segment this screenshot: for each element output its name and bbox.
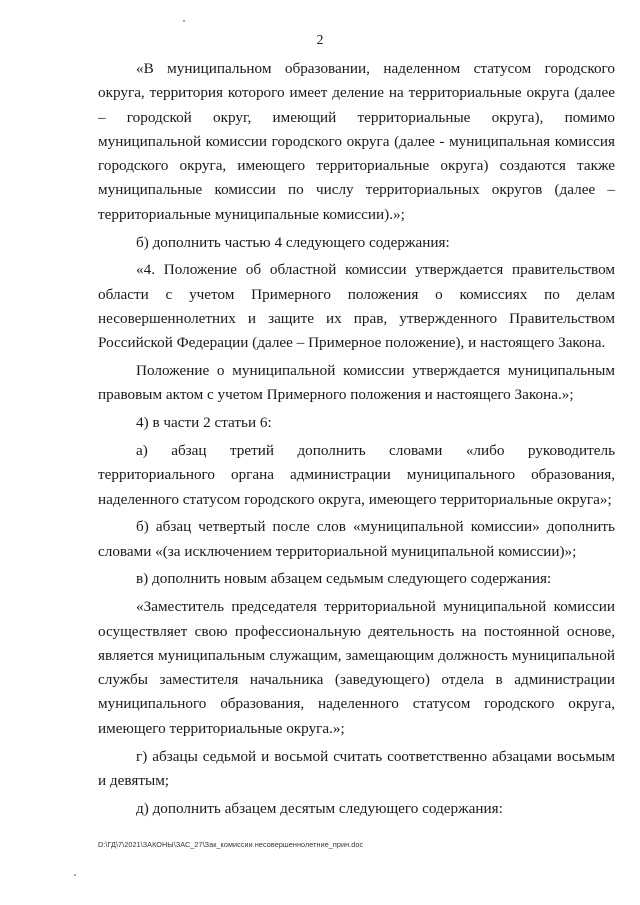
scan-speck xyxy=(74,874,76,876)
paragraph-item-b: б) абзац четвертый после слов «муниципальной комиссии» дополнить словами «(за исключением территориальной муниципальной комиссии)»; xyxy=(98,518,615,560)
document-body xyxy=(98,57,615,821)
scan-speck xyxy=(183,20,185,22)
paragraph-municipal-commission-regulation: Положение о муниципальной комиссии утверждается муниципальным правовым актом с учетом Примерного положения и настоящего Закона.»; xyxy=(98,362,615,404)
paragraph-item-a: а) абзац третий дополнить словами «либо руководитель территориального органа администрации муниципального образования, наделенного статусом городского округа, имеющего территориальные округа»; xyxy=(98,441,615,508)
paragraph-amend-part-4: б) дополнить частью 4 следующего содержания: xyxy=(136,233,450,251)
paragraph-regional-commission-regulation: «4. Положение об областной комиссии утверждается правительством области с учетом Примерного положения о комиссиях по делам несовершеннолетних и защите их прав, утвержденного Правительством Российской Федерации (далее – Примерное положение), и настоящего Закона. xyxy=(98,261,615,352)
paragraph-article-6-part-2: 4) в части 2 статьи 6: xyxy=(136,414,272,432)
paragraph-territorial-districts: «В муниципальном образовании, наделенном статусом городского округа, территория которого имеет деление на территориальные округа (далее – городской округ, имеющий территориальные округа), помимо муниципальной комиссии городского округа (далее - муниципальная комиссия городского округа, имеющего территориальные округа) создаются также муниципальные комиссии по числу территориальных округов (далее – территориальные муниципальные комиссии).»; xyxy=(98,60,615,223)
paragraph-item-v: в) дополнить новым абзацем седьмым следующего содержания: xyxy=(136,570,552,588)
paragraph-item-g: г) абзацы седьмой и восьмой считать соответственно абзацами восьмым и девятым; xyxy=(98,747,615,789)
footer-file-path: D:\ГД\7\2021\ЗАКОНЫ\ЗАС_27\Зак_комиссии несовершеннолетние_прин.doc xyxy=(98,840,364,849)
page-number: 2 xyxy=(316,33,324,48)
paragraph-deputy-chairman: «Заместитель председателя территориальной муниципальной комиссии осуществляет свою профессиональную деятельность на постоянной основе, является муниципальным служащим, замещающим должность муниципальной службы заместителя начальника (заведующего) отдела в администрации муниципального образования, наделенного статусом городского округа, имеющего территориальные округа.»; xyxy=(98,598,615,737)
paragraph-item-d: д) дополнить абзацем десятым следующего содержания: xyxy=(136,799,503,817)
